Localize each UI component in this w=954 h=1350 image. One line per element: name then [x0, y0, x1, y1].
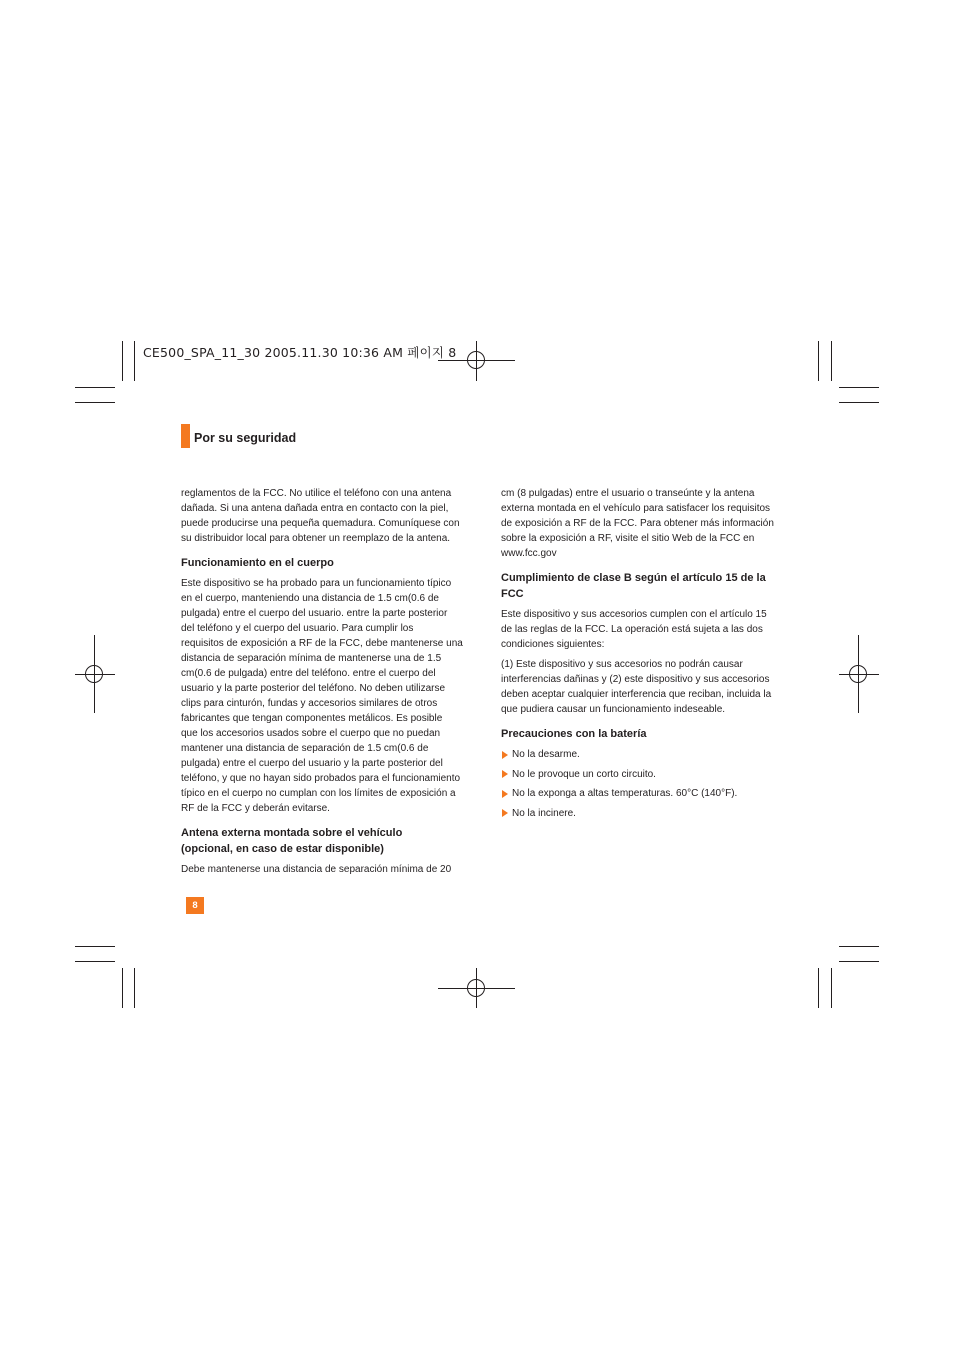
fcc-conditions-paragraph: (1) Este dispositivo y sus accesorios no podrán causar interferencias dañinas y (2) este dispositivo y sus accesorios deben aceptar cualquier interferencia que reciban, incluida la que pudiera causar un funcionamiento indeseable. — [501, 659, 772, 715]
right-intro-paragraph: cm (8 pulgadas) entre el usuario o transeúnte y la antena externa montada en el vehículo para satisfacer los requisitos de exposición a RF de la FCC. Para obtener más información sobre la exposición a RF, visite el sitio Web de la FCC en www.fcc.gov — [501, 488, 774, 559]
body-worn-paragraph: Este dispositivo se ha probado para un funcionamiento típico en el cuerpo, manteniendo una distancia de 1.5 cm(0.6 de pulgada) entre el cuerpo del usuario. entre la parte posterior del teléfono y el cuerpo del usuario. Para cumplir los requisitos de exposición a RF de la FCC, debe mantenerse una distancia de separación mínima de mantenerse una de 1.5 cm(0.6 de pulgada) entre del teléfono. entre el cuerpo del usuario y la parte posterior del teléfono. No deben utilizarse clips para cinturón, fundas y accesorios similares de otros fabricantes que tengan componentes metálicos. Es posible que los accesorios usados sobre el cuerpo que no puedan mantener una distancia de separación de 1.5 cm(0.6 de pulgada) entre el cuerpo del usuario y la parte posterior del teléfono, y que no hayan sido probados para el funcionamiento típico en el cuerpo no cumplan con los límites de exposición a RF de la FCC y deberán evitarse. — [181, 578, 463, 814]
list-item — [501, 767, 787, 782]
crop-mark-top-right-h2 — [839, 402, 879, 403]
crop-mark-bottom-right-h2 — [839, 961, 879, 962]
left-intro-paragraph: reglamentos de la FCC. No utilice el teléfono con una antena dañada. Si una antena dañada entra en contacto con la piel, puede producirse una pequeña quemadura. Comuníquese con su distribuidor local para obtener un reemplazo de la antena. — [181, 488, 460, 544]
crop-mark-top-right-v2 — [831, 341, 832, 381]
left-column — [181, 486, 469, 877]
triangle-bullet-icon — [502, 770, 508, 778]
crop-mark-top-right-v1 — [818, 341, 819, 381]
heading-body-worn: Funcionamiento en el cuerpo — [181, 557, 334, 569]
list-item — [501, 806, 787, 821]
heading-battery-precautions: Precauciones con la batería — [501, 728, 647, 740]
crop-mark-bottom-left-h1 — [75, 946, 115, 947]
crop-mark-bottom-right-v2 — [831, 968, 832, 1008]
crop-mark-top-left-h2 — [75, 402, 115, 403]
triangle-bullet-icon — [502, 790, 508, 798]
triangle-bullet-icon — [502, 751, 508, 759]
heading-fcc-class-b: Cumplimiento de clase B según el artículo 15 de la FCC — [501, 572, 766, 600]
crop-mark-bottom-right-h1 — [839, 946, 879, 947]
section-title: Por su seguridad — [194, 431, 297, 445]
registration-target-left-circle — [85, 665, 103, 683]
print-slug: CE500_SPA_11_30 2005.11.30 10:36 AM 페이지 8 — [143, 345, 457, 360]
list-item-text: No la desarme. — [512, 749, 580, 760]
crop-mark-top-left-v1 — [122, 341, 123, 381]
section-tab-marker — [181, 424, 190, 448]
battery-precautions-list — [501, 747, 787, 821]
heading-vehicle-antenna: Antena externa montada sobre el vehículo (opcional, en caso de estar disponible) — [181, 827, 403, 855]
crop-mark-top-right-h1 — [839, 387, 879, 388]
registration-target-right-circle — [849, 665, 867, 683]
list-item — [501, 786, 787, 801]
fcc-class-b-paragraph: Este dispositivo y sus accesorios cumplen con el artículo 15 de las reglas de la FCC. La operación está sujeta a las dos condiciones siguientes: — [501, 609, 767, 650]
page-number-badge: 8 — [186, 897, 204, 914]
vehicle-antenna-paragraph: Debe mantenerse una distancia de separación mínima de 20 — [181, 864, 452, 875]
right-column — [501, 486, 787, 825]
crop-mark-top-left-v2 — [134, 341, 135, 381]
list-item — [501, 747, 787, 762]
triangle-bullet-icon — [502, 809, 508, 817]
crop-mark-bottom-right-v1 — [818, 968, 819, 1008]
crop-mark-bottom-left-v1 — [122, 968, 123, 1008]
registration-target-top-circle — [467, 351, 485, 369]
list-item-text: No la exponga a altas temperaturas. 60°C (140°F). — [512, 788, 738, 799]
list-item-text: No la incinere. — [512, 807, 576, 819]
crop-mark-top-left-h1 — [75, 387, 115, 388]
crop-mark-bottom-left-v2 — [134, 968, 135, 1008]
crop-mark-bottom-left-h2 — [75, 961, 115, 962]
list-item-text: No le provoque un corto circuito. — [512, 768, 656, 780]
registration-target-bottom-circle — [467, 979, 485, 997]
